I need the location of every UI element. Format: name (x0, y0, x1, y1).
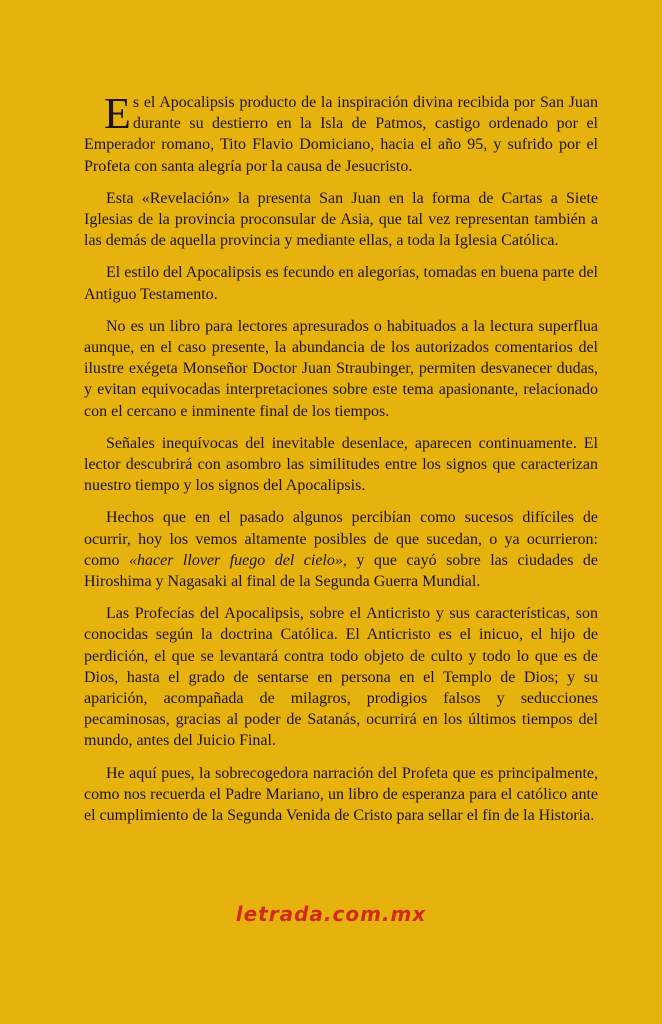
paragraph-8: He aquí pues, la sobrecogedora narración del Profeta que es principalmente, como nos recuerda el Padre Mariano, un libro de esperanza para el católico ante el cumplimiento de la Segunda Venida de Cristo para sellar el fin de la Historia. (84, 764, 598, 825)
paragraph-2: Esta «Revelación» la presenta San Juan en la forma de Cartas a Siete Iglesias de la provincia proconsular de Asia, que tal vez representan también a las demás de aquella provincia y mediante ellas, a toda la Iglesia Católica. (84, 189, 598, 250)
paragraph-1 (84, 89, 598, 177)
paragraph-4: No es un libro para lectores apresurados o habituados a la lectura superflua aunque, en el caso presente, la abundancia de los autorizados comentarios del ilustre exégeta Monseñor Doctor Juan Straubinger, permiten desvanecer dudas, y evitan equivocadas interpretaciones sobre este tema apasionante, relacionado con el cercano e inminente final de los tiempos. (84, 317, 598, 420)
website-link[interactable]: letrada.com.mx (235, 902, 427, 926)
paragraph-5: Señales inequívocas del inevitable desenlace, aparecen continuamente. El lector descubrirá con asombro las similitudes entre los signos que caracterizan nuestro tiempo y los signos del Apocalipsis. (84, 434, 598, 495)
paragraph-7: Las Profecías del Apocalipsis, sobre el Anticristo y sus características, son conocidas según la doctrina Católica. El Anticristo es el inicuo, el hijo de perdición, el que se levantará contra todo objeto de culto y todo lo que es de Dios, hasta el grado de sentarse en persona en el Templo de Dios; y su aparición, acompañada de milagros, prodigios falsos y seducciones pecaminosas, gracias al poder de Satanás, ocurrirá en los últimos tiempos del mundo, antes del Juicio Final. (84, 605, 598, 750)
paragraph-1-text: s el Apocalipsis producto de la inspiración divina recibida por San Juan durante su destierro en la Isla de Patmos, castigo ordenado por el Emperador romano, Tito Flavio Domiciano, hacia el año 95, y sufrido por el Profeta con santa alegría por la causa de Jesucristo. (84, 94, 598, 175)
synopsis-text (84, 89, 599, 837)
drop-cap: E (104, 89, 131, 138)
paragraph-6 (84, 507, 598, 592)
paragraph-3: El estilo del Apocalipsis es fecundo en alegorías, tomadas en buena parte del Antiguo Testamento. (84, 264, 598, 303)
paragraph-6-after: y que cayó sobre las ciudades de Hiroshima y Nagasaki al final de la Segunda Guerra Mundial. (84, 551, 599, 591)
paragraph-6-before: Hechos que en el pasado algunos percibían como sucesos difíciles de ocurrir, hoy los vemos altamente posibles de que sucedan, o ya ocurrieron: como (84, 509, 598, 569)
paragraph-6-quote: «hacer llover fuego del cielo», (129, 551, 347, 569)
